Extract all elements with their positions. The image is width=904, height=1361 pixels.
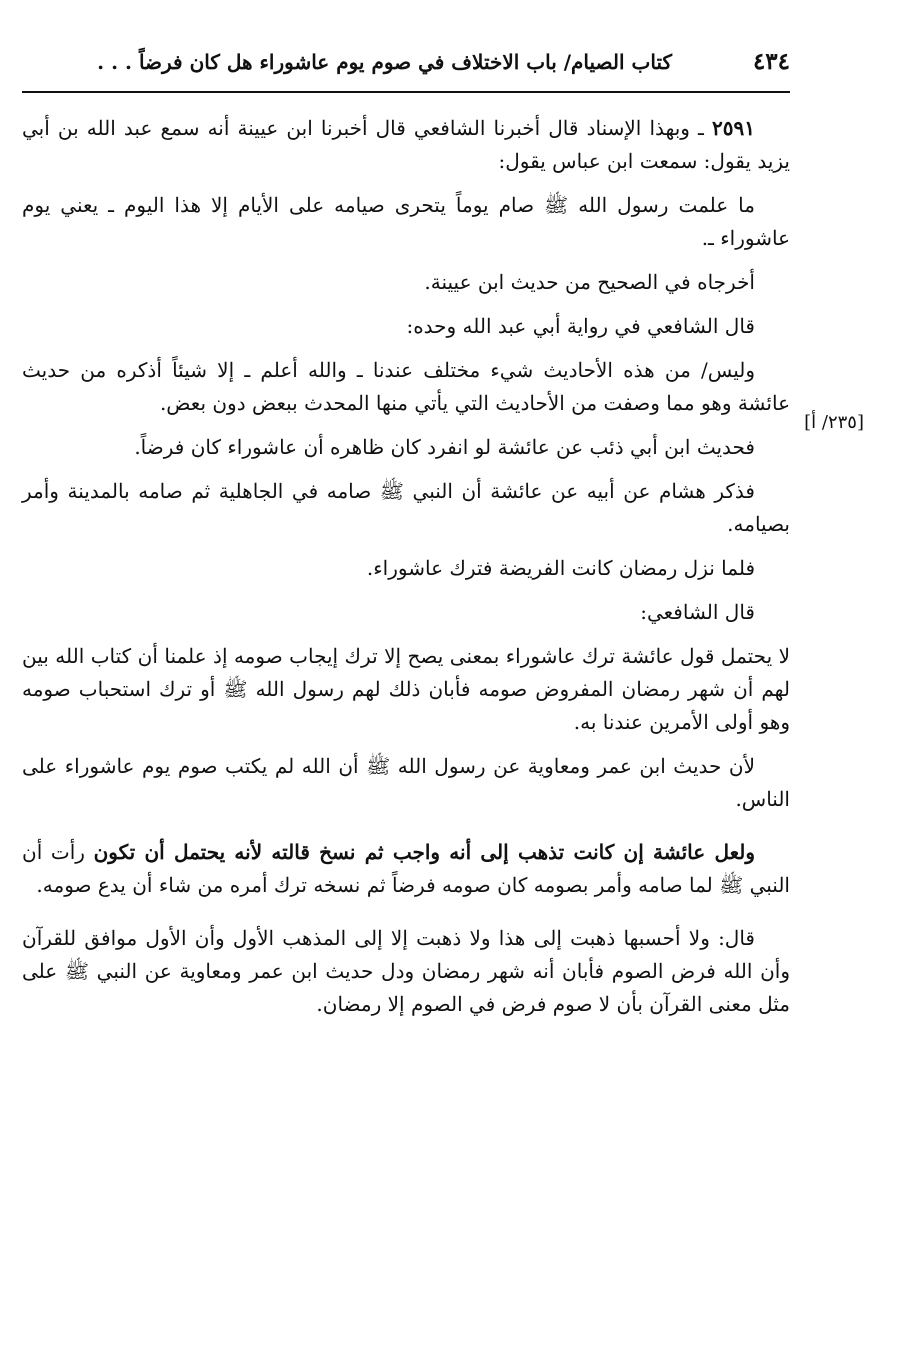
paragraph: فلما نزل رمضان كانت الفريضة فترك عاشوراء. — [366, 556, 755, 580]
header-divider — [22, 91, 790, 93]
paragraph-text: ـ وبهذا الإسناد قال أخبرنا الشافعي قال أخبرنا ابن عيينة أنه سمع عبد الله بن أبي يزيد يقول: سمعت ابن عباس يقول: — [22, 116, 790, 173]
paragraph: فذكر هشام عن أبيه عن عائشة أن النبي ﷺ صامه في الجاهلية ثم صامه بالمدينة وأمر بصيامه. — [22, 479, 790, 536]
page-number: ٤٣٤ — [752, 48, 790, 75]
paragraph: قال: ولا أحسبها ذهبت إلى هذا ولا ذهبت إلا إلى المذهب الأول وأن الأول موافق للقرآن وأن الله فرض الصوم فأبان أنه شهر رمضان ودل حديث ابن عمر ومعاوية عن النبي ﷺ على مثل معنى القرآن بأن لا صوم فرض في الصوم إلا رمضان. — [22, 926, 790, 1016]
hadith-number: ٢٥٩١ — [712, 116, 755, 140]
paragraph: قال الشافعي: — [640, 600, 755, 624]
paragraph: لا يحتمل قول عائشة ترك عاشوراء بمعنى يصح إلا ترك إيجاب صومه إذ علمنا أن كتاب الله بين لهم أن شهر رمضان المفروض صومه فأبان ذلك لهم رسول الله ﷺ أو ترك استحباب صومه وهو أولى الأمرين عندنا به. — [22, 644, 790, 734]
main-text — [22, 112, 790, 1032]
paragraph: وليس/ من هذه الأحاديث شيء مختلف عندنا ـ والله أعلم ـ إلا شيئاً أذكره من حديث عائشة وهو مما وصفت من الأحاديث التي يأتي منها المحدث ببعض دون بعض. — [22, 358, 790, 415]
paragraph-text: رأت أن النبي ﷺ لما صامه وأمر بصومه كان صومه فرضاً ثم نسخه ترك أمره من شاء أن يدع صومه. — [22, 840, 790, 897]
paragraph: فحديث ابن أبي ذئب عن عائشة لو انفرد كان ظاهره أن عاشوراء كان فرضاً. — [134, 435, 755, 459]
running-title: كتاب الصيام/ باب الاختلاف في صوم يوم عاشوراء هل كان فرضاً . . . — [97, 50, 672, 74]
page-header — [22, 44, 790, 86]
paragraph: قال الشافعي في رواية أبي عبد الله وحده: — [406, 314, 755, 338]
margin-folio-reference: [٢٣٥/ أ] — [804, 412, 864, 433]
bold-lead-text: ولعل عائشة إن كانت تذهب إلى أنه واجب ثم نسخ قالته لأنه يحتمل أن تكون — [93, 840, 755, 864]
paragraph: لأن حديث ابن عمر ومعاوية عن رسول الله ﷺ أن الله لم يكتب صوم يوم عاشوراء على الناس. — [22, 754, 790, 811]
paragraph: أخرجاه في الصحيح من حديث ابن عيينة. — [424, 270, 755, 294]
paragraph: ما علمت رسول الله ﷺ صام يوماً يتحرى صيامه على الأيام إلا هذا اليوم ـ يعني يوم عاشوراء ـ. — [22, 193, 790, 250]
paragraph-hadith-2591 — [22, 112, 790, 178]
paragraph-bold-lead — [22, 836, 790, 902]
